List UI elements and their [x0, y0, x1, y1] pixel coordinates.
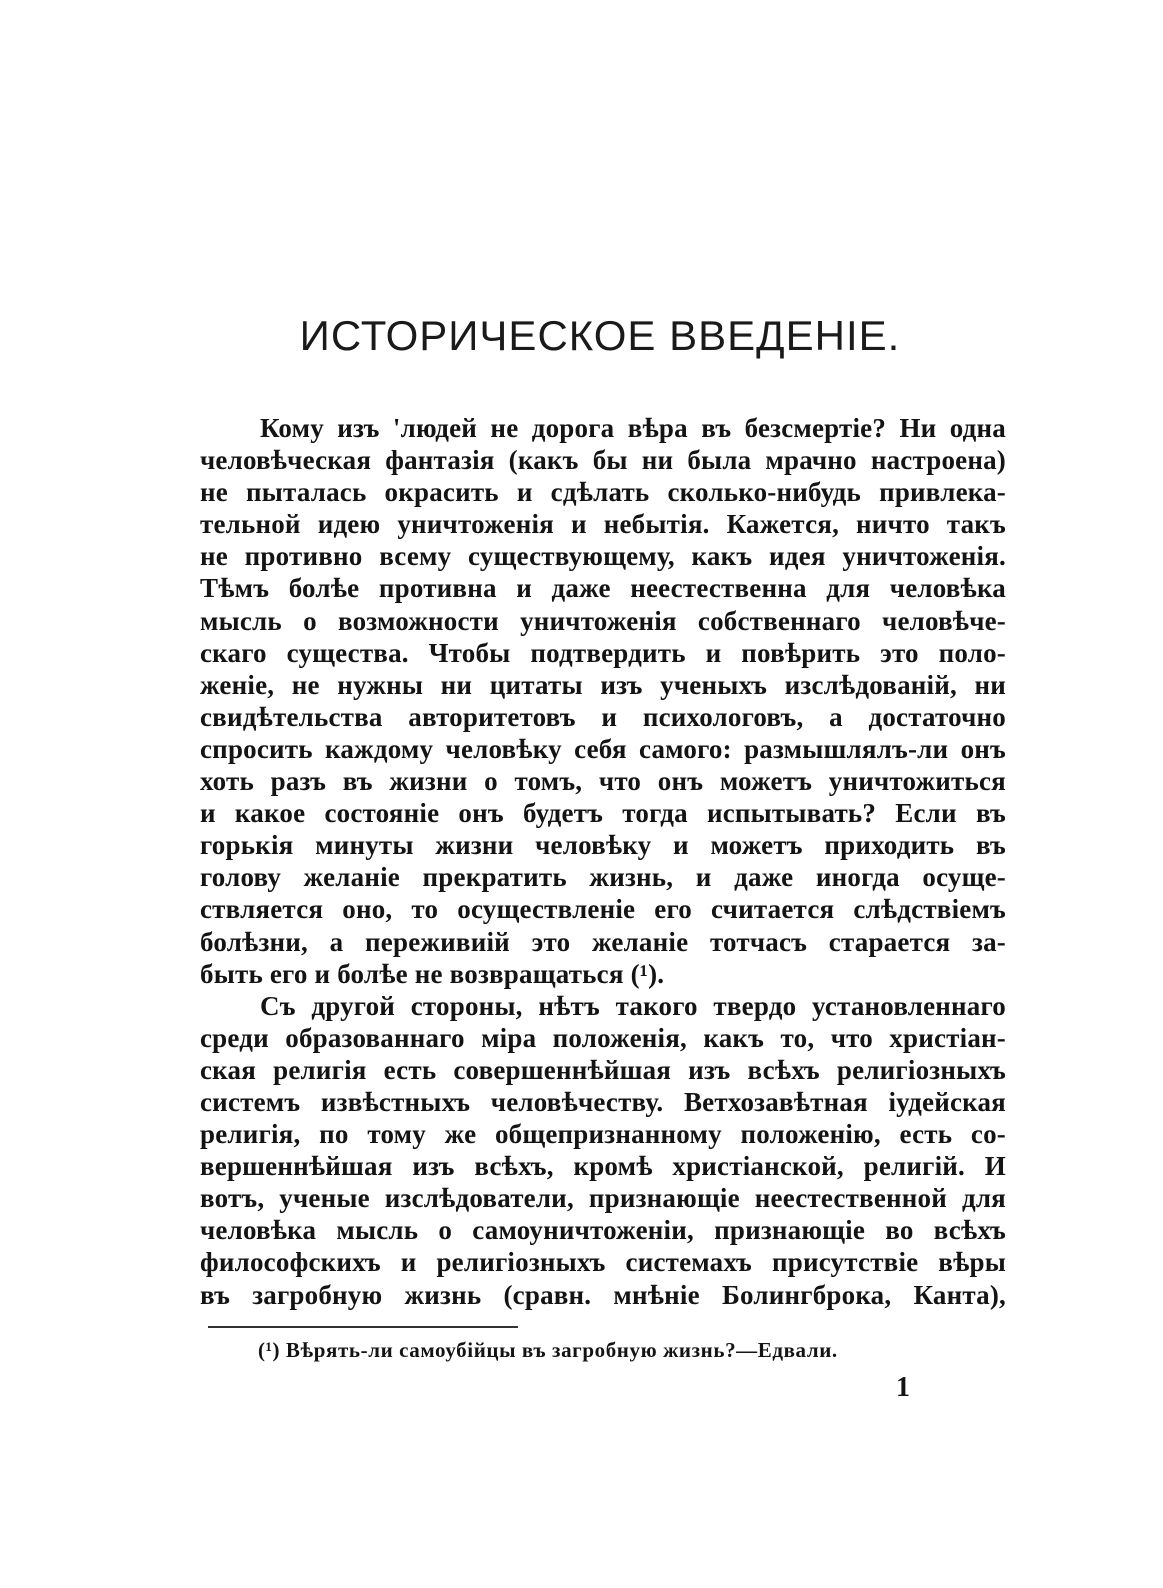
- text-line: спросить каждому человѣку себя самого: размышлялъ-ли онъ: [200, 733, 1006, 764]
- text-line: религія, по тому же общепризнанному положенію, есть со-: [200, 1119, 1006, 1150]
- text-line: не противно всему существующему, какъ идея уничтоженія.: [200, 541, 1006, 572]
- text-line: Кому изъ 'людей не дорога вѣра въ безсмертіе? Ни одна: [260, 413, 1006, 443]
- text-line: тельной идею уничтоженія и небытія. Кажется, ничто такъ: [200, 509, 1006, 540]
- text-line: ствляется оно, то осуществленіе его считается слѣдствіемъ: [200, 894, 1006, 925]
- text-line: Тѣмъ болѣе противна и даже неестественна для человѣка: [200, 573, 1006, 604]
- text-line: ская религія есть совершеннѣйшая изъ всѣхъ религіозныхъ: [200, 1054, 1006, 1085]
- text-line: среди образованнаго міра положенія, какъ то, что христіан-: [200, 1022, 1006, 1053]
- footnote-divider: [208, 1326, 518, 1328]
- text-line: голову желаніе прекратить жизнь, и даже иногда осуще-: [200, 862, 1006, 893]
- text-line: философскихъ и религіозныхъ системахъ присутствіе вѣры: [200, 1247, 1006, 1278]
- text-line: женіе, не нужны ни цитаты изъ ученыхъ изслѣдованій, ни: [200, 669, 1006, 700]
- text-line: горькія минуты жизни человѣку и можетъ приходить въ: [200, 830, 1006, 861]
- text-line: хоть разъ въ жизни о томъ, что онъ можетъ уничтожиться: [200, 766, 1006, 797]
- body-text: [200, 412, 1006, 1311]
- text-line: болѣзни, а переживиій это желаніе тотчасъ старается за-: [200, 926, 1006, 957]
- text-line: человѣка мысль о самоуничтоженіи, признающіе во всѣхъ: [200, 1215, 1006, 1246]
- text-line: человѣческая фантазія (какъ бы ни была мрачно настроена): [200, 445, 1006, 476]
- text-line: мысль о возможности уничтоженія собственнаго человѣче-: [200, 605, 1006, 636]
- paragraph-2: [200, 990, 1006, 1311]
- text-line: Съ другой стороны, нѣтъ такого твердо установленнаго: [260, 990, 1006, 1021]
- page-number: 1: [896, 1372, 910, 1403]
- text-line: быть его и болѣе не возвращаться (¹).: [200, 958, 665, 989]
- text-line: свидѣтельства авторитетовъ и психологовъ, а достаточно: [200, 701, 1006, 732]
- text-line: скаго существа. Чтобы подтвердить и повѣрить это поло-: [200, 637, 1006, 668]
- text-line: вотъ, ученые изслѣдователи, признающіе неестественной для: [200, 1183, 1006, 1214]
- footnote: (¹) Вѣрять-ли самоубійцы въ загробную жизнь?—Едвали.: [258, 1338, 838, 1362]
- text-line: вершеннѣйшая изъ всѣхъ, кромѣ христіанской, религій. И: [200, 1151, 1006, 1182]
- text-line: въ загробную жизнь (сравн. мнѣніе Болингброка, Канта),: [200, 1279, 1006, 1310]
- paragraph-1: [200, 412, 1006, 990]
- text-line: и какое состояніе онъ будетъ тогда испытывать? Если въ: [200, 798, 1006, 829]
- text-line: системъ извѣстныхъ человѣчеству. Ветхозавѣтная іудейская: [200, 1086, 1006, 1117]
- chapter-title: ИСТОРИЧЕСКОЕ ВВЕДЕНІЕ.: [299, 312, 901, 359]
- text-line: не пыталась окрасить и сдѣлать сколько-нибудь привлека-: [200, 477, 1006, 508]
